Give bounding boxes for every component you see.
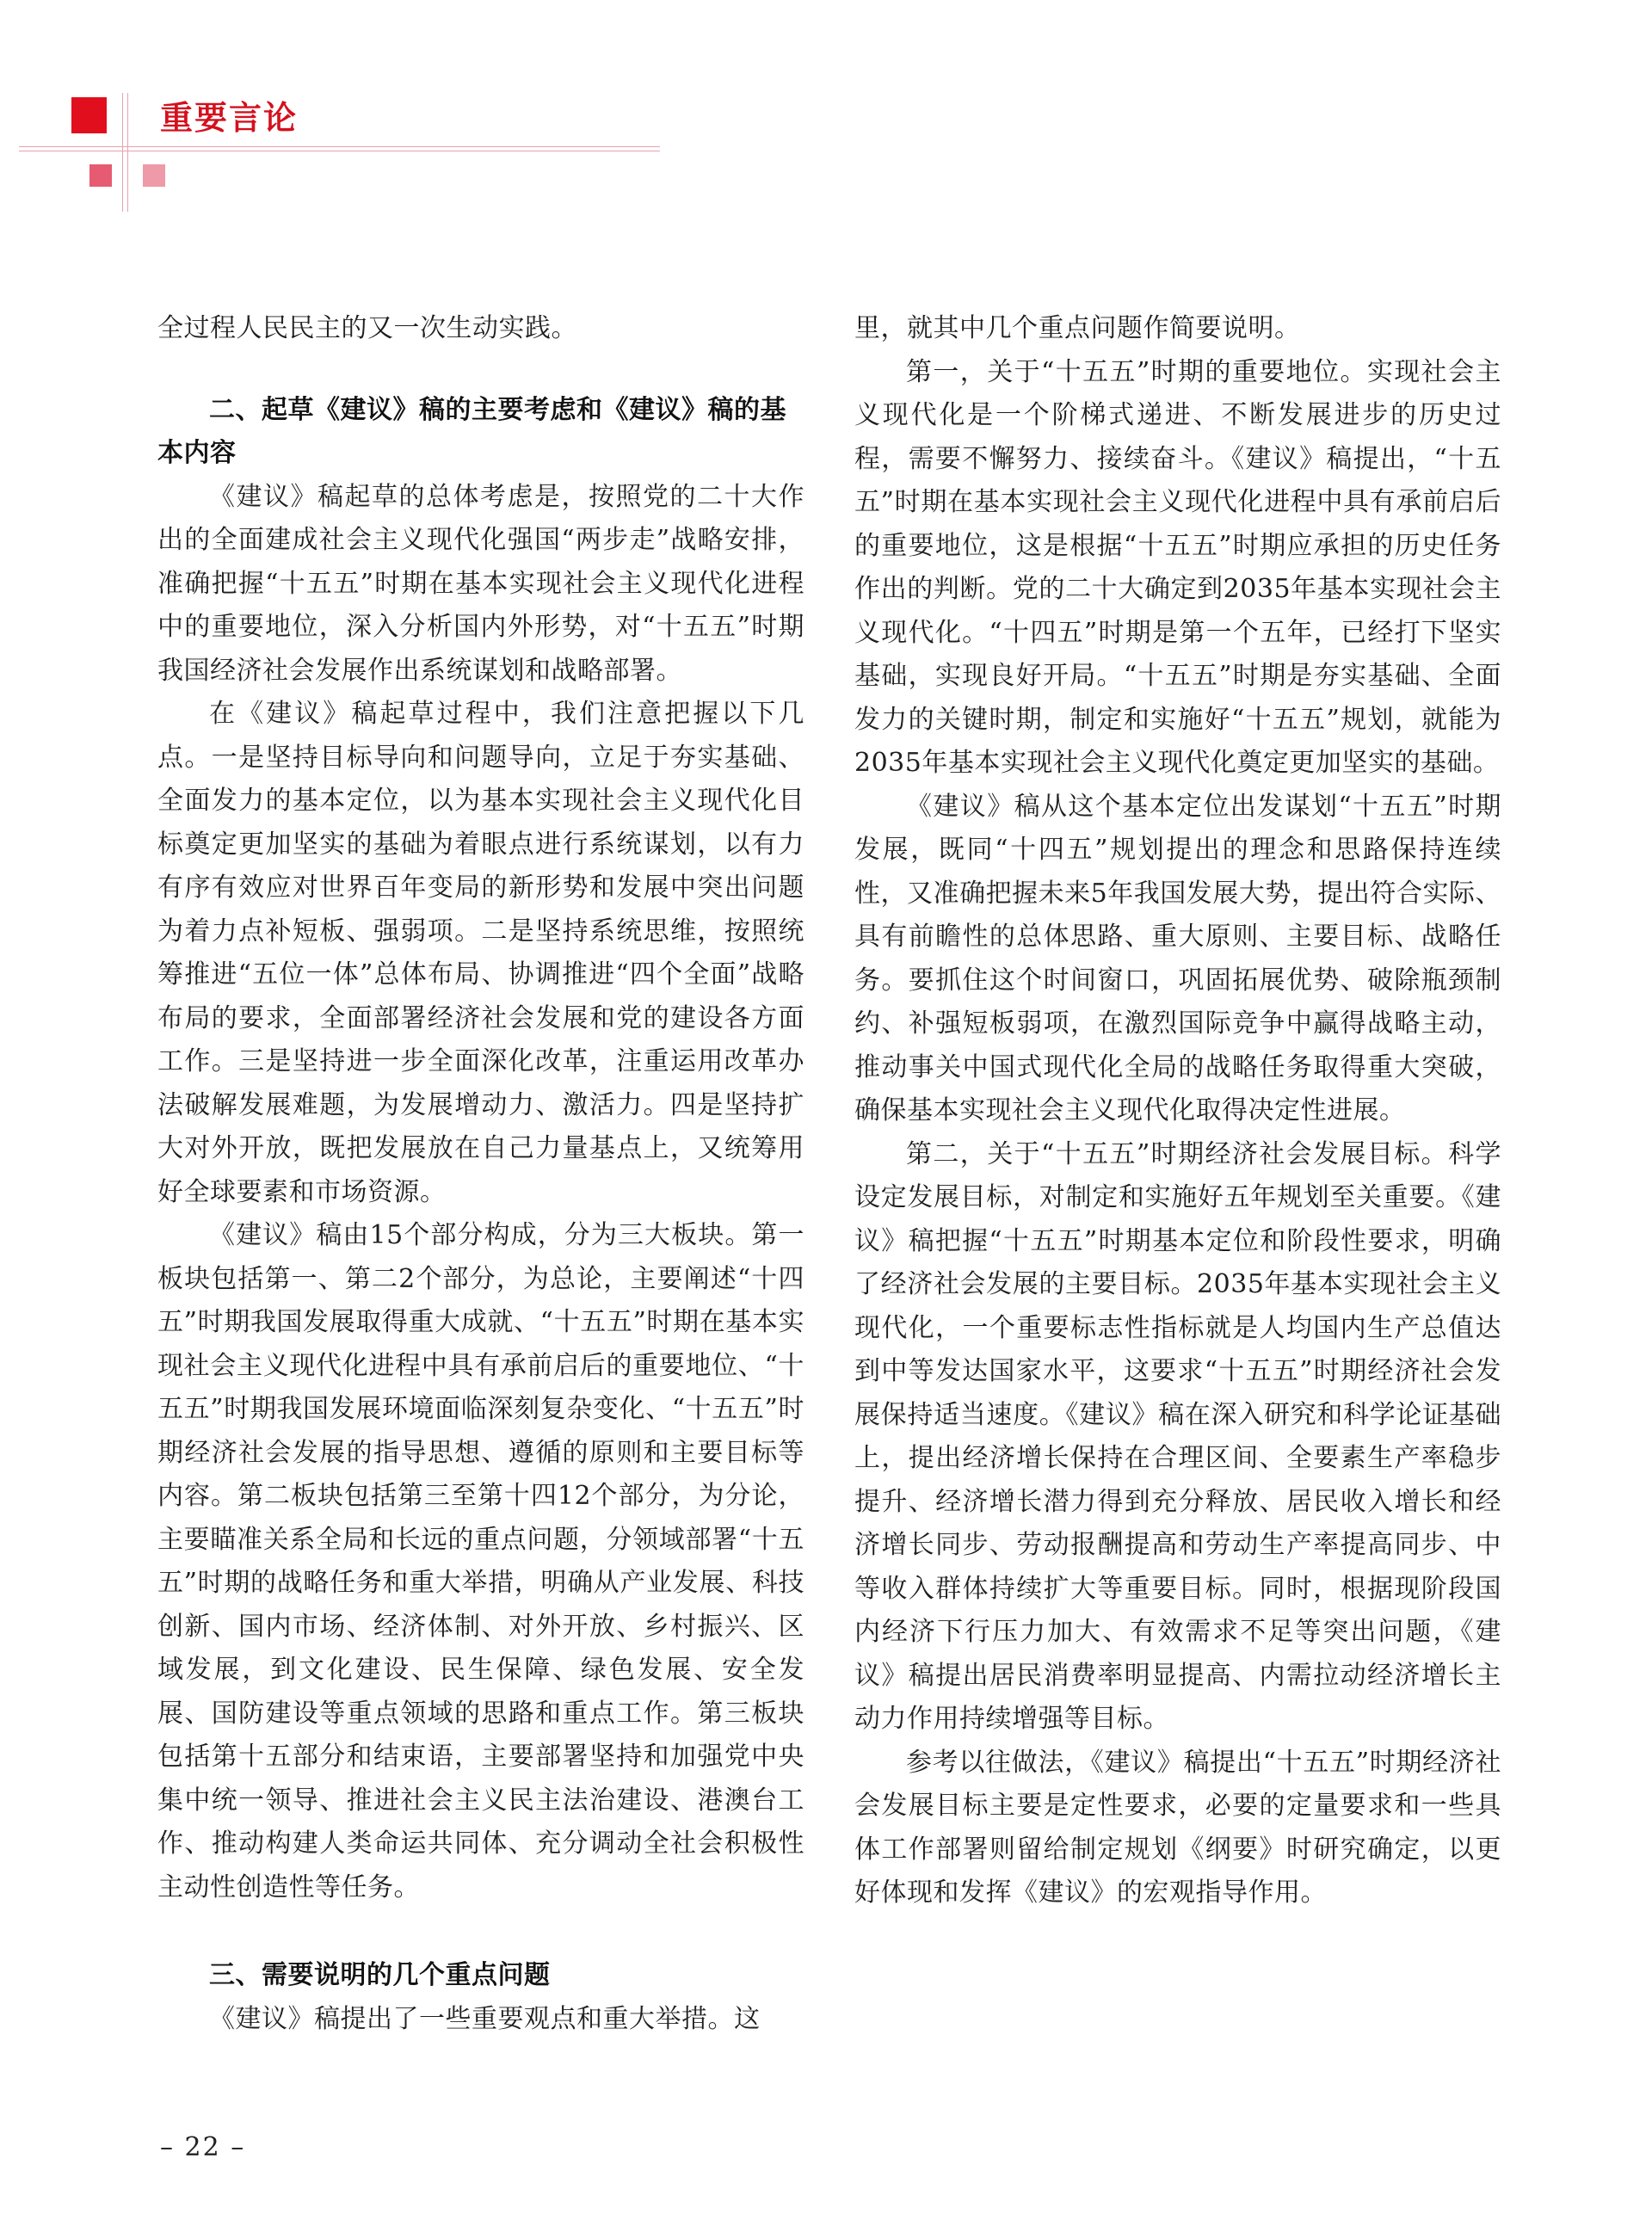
section-heading: 二、起草《建议》稿的主要考虑和《建议》稿的基本内容 (157, 394, 786, 468)
header-horizontal-rule (19, 146, 660, 147)
paragraph: 在《建议》稿起草过程中，我们注意把握以下几点。一是坚持目标导向和问题导向，立足于夯实基础、全面发力的基本定位，以为基本实现社会主义现代化目标奠定更加坚实的基础为着眼点进行系统谋划，以有力有序有效应对世界百年变局的新形势和发展中突出问题为着力点补短板、强弱项。二是坚持系统思维，按照统筹推进“五位一体”总体布局、协调推进“四个全面”战略布局的要求，全面部署经济社会发展和党的建设各方面工作。三是坚持进一步全面深化改革，注重运用改革办法破解发展难题，为发展增动力、激活力。四是坚持扩大对外开放，既把发展放在自己力量基点上，又统筹用好全球要素和市场资源。 (157, 699, 804, 1207)
left-column (157, 307, 804, 2041)
paragraph: 参考以往做法，《建议》稿提出“十五五”时期经济社会发展目标主要是定性要求，必要的定量要求和一些具体工作部署则留给制定规划《纲要》时研究确定，以更好体现和发挥《建议》的宏观指导作用。 (854, 1747, 1501, 1908)
header-pink-square (89, 164, 112, 187)
header-red-square (71, 97, 107, 133)
paragraph: 《建议》稿起草的总体考虑是，按照党的二十大作出的全面建成社会主义现代化强国“两步走”战略安排，准确把握“十五五”时期在基本实现社会主义现代化进程中的重要地位，深入分析国内外形势，对“十五五”时期我国经济社会发展作出系统谋划和战略部署。 (157, 481, 804, 686)
paragraph: 第二，关于“十五五”时期经济社会发展目标。科学设定发展目标，对制定和实施好五年规划至关重要。《建议》稿把握“十五五”时期基本定位和阶段性要求，明确了经济社会发展的主要目标。2035年基本实现社会主义现代化，一个重要标志性指标就是人均国内生产总值达到中等发达国家水平，这要求“十五五”时期经济社会发展保持适当速度。《建议》稿在深入研究和科学论证基础上，提出经济增长保持在合理区间、全要素生产率稳步提升、经济增长潜力得到充分释放、居民收入增长和经济增长同步、劳动报酬提高和劳动生产率提高同步、中等收入群体持续扩大等重要目标。同时，根据现阶段国内经济下行压力加大、有效需求不足等突出问题，《建议》稿提出居民消费率明显提高、内需拉动经济增长主动力作用持续增强等目标。 (854, 1138, 1501, 1734)
right-column (854, 307, 1501, 1915)
section-heading: 三、需要说明的几个重点问题 (209, 1960, 551, 1990)
header-vertical-rule (122, 93, 123, 212)
paragraph: 《建议》稿从这个基本定位出发谋划“十五五”时期发展，既同“十四五”规划提出的理念和思路保持连续性，又准确把握未来5年我国发展大势，提出符合实际、具有前瞻性的总体思路、重大原则、主要目标、战略任务。要抓住这个时间窗口，巩固拓展优势、破除瓶颈制约、补强短板弱项，在激烈国际竞争中赢得战略主动，推动事关中国式现代化全局的战略任务取得重大突破，确保基本实现社会主义现代化取得决定性进展。 (854, 791, 1501, 1125)
header-light-pink-square (143, 164, 165, 187)
page-number: – 22 – (160, 2132, 246, 2162)
paragraph: 《建议》稿提出了一些重要观点和重大举措。这 (209, 2003, 761, 2034)
section-title: 重要言论 (160, 99, 299, 137)
header-vertical-rule (127, 93, 128, 212)
paragraph: 第一，关于“十五五”时期的重要地位。实现社会主义现代化是一个阶梯式递进、不断发展进步的历史过程，需要不懈努力、接续奋斗。《建议》稿提出，“十五五”时期在基本实现社会主义现代化进程中具有承前启后的重要地位，这是根据“十五五”时期应承担的历史任务作出的判断。党的二十大确定到2035年基本实现社会主义现代化。“十四五”时期是第一个五年，已经打下坚实基础，实现良好开局。“十五五”时期是夯实基础、全面发力的关键时期，制定和实施好“十五五”规划，就能为2035年基本实现社会主义现代化奠定更加坚实的基础。 (854, 356, 1501, 778)
paragraph: 里，就其中几个重点问题作简要说明。 (854, 313, 1301, 343)
paragraph: 全过程人民民主的又一次生动实践。 (157, 313, 577, 343)
paragraph: 《建议》稿由15个部分构成，分为三大板块。第一板块包括第一、第二2个部分，为总论，主要阐述“十四五”时期我国发展取得重大成就、“十五五”时期在基本实现社会主义现代化进程中具有承前启后的重要地位、“十五五”时期我国发展环境面临深刻复杂变化、“十五五”时期经济社会发展的指导思想、遵循的原则和主要目标等内容。第二板块包括第三至第十四12个部分，为分论，主要瞄准关系全局和长远的重点问题，分领域部署“十五五”时期的战略任务和重大举措，明确从产业发展、科技创新、国内市场、经济体制、对外开放、乡村振兴、区域发展，到文化建设、民生保障、绿色发展、安全发展、国防建设等重点领域的思路和重点工作。第三板块包括第十五部分和结束语，主要部署坚持和加强党中央集中统一领导、推进社会主义民主法治建设、港澳台工作、推动构建人类命运共同体、充分调动全社会积极性主动性创造性等任务。 (157, 1220, 804, 1902)
